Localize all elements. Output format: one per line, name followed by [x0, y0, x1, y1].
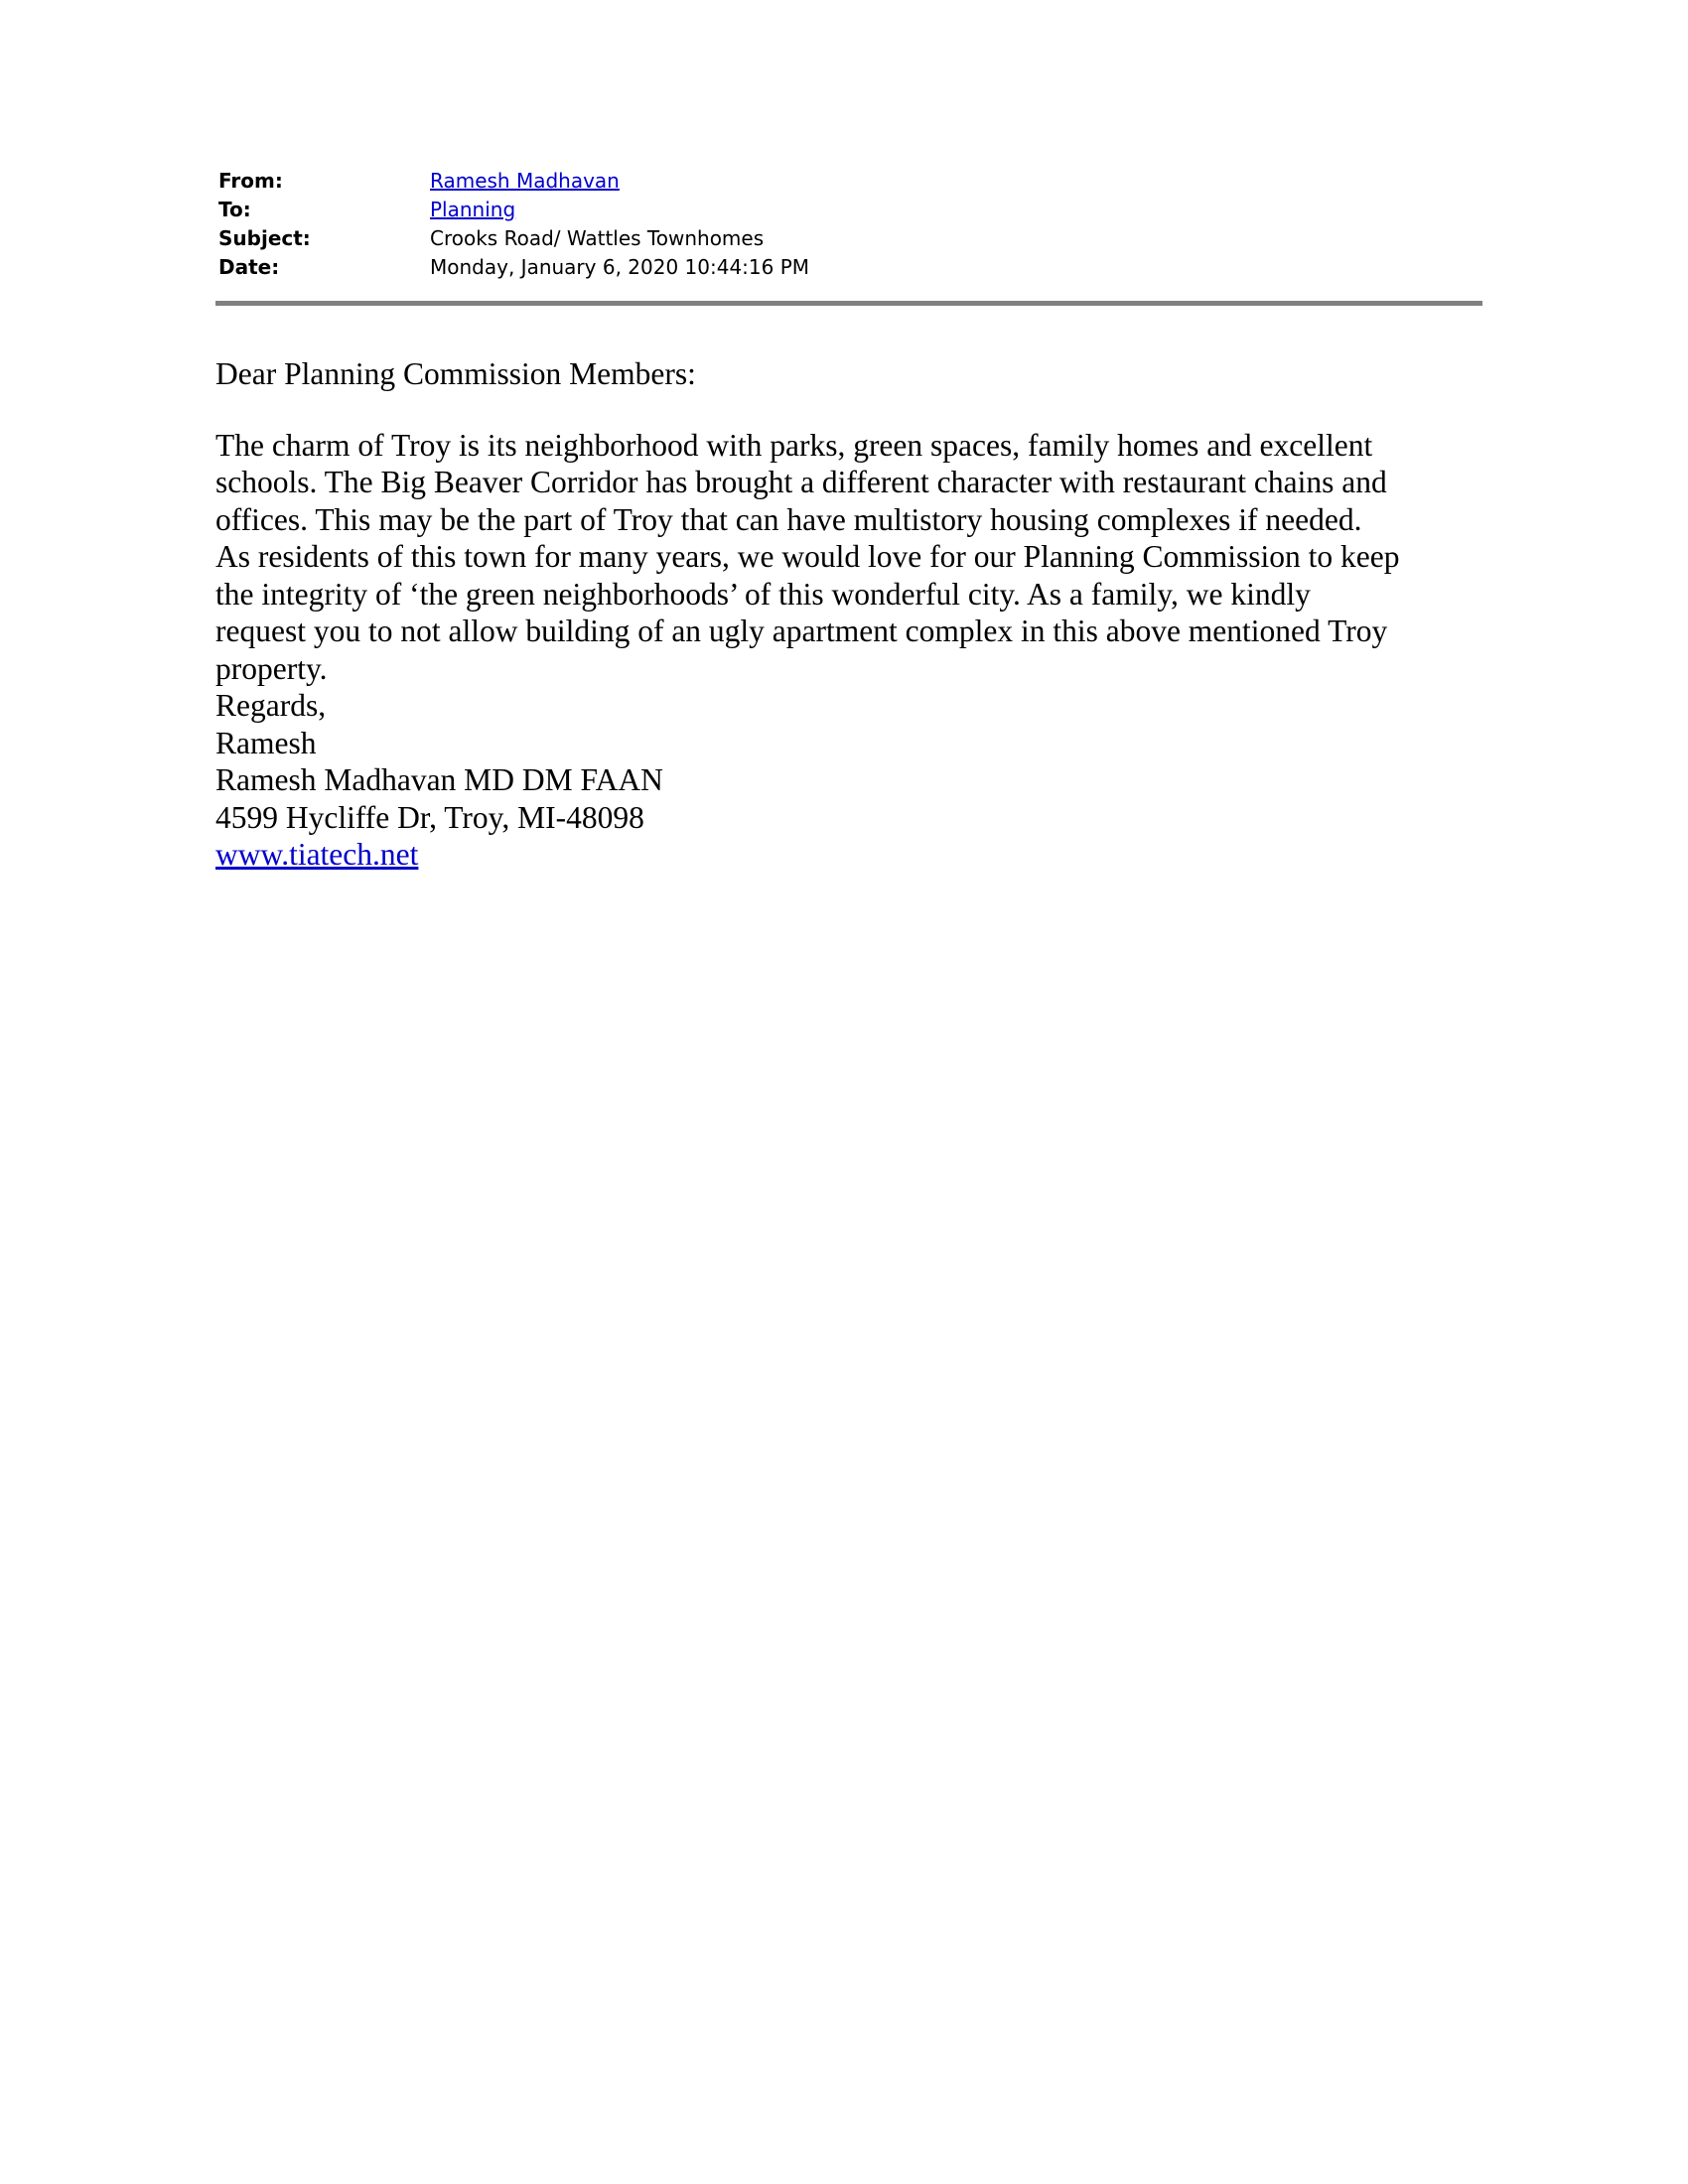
- paragraph-line: The charm of Troy is its neighborhood with parks, green spaces, family homes and excellent: [215, 427, 1373, 463]
- paragraph-line: property.: [215, 650, 328, 686]
- paragraph-line: the integrity of ‘the green neighborhoods’ of this wonderful city. As a family, we kindly: [215, 576, 1311, 612]
- from-value: [430, 167, 1479, 196]
- from-label: From:: [218, 169, 283, 193]
- header-divider: [215, 301, 1482, 306]
- paragraph-line: request you to not allow building of an ugly apartment complex in this above mentioned Troy: [215, 614, 1388, 648]
- subject-label: Subject:: [218, 226, 311, 250]
- date-row: [218, 253, 1479, 282]
- to-row: [218, 196, 1479, 224]
- sender-link[interactable]: Ramesh Madhavan: [430, 169, 620, 193]
- to-value: [430, 196, 1479, 224]
- date-label: Date:: [218, 255, 280, 279]
- paragraph-line: schools. The Big Beaver Corridor has brought a different character with restaurant chains and: [215, 465, 1387, 499]
- from-row: [218, 167, 1479, 196]
- closing: Regards,: [215, 688, 327, 723]
- paragraph-line: offices. This may be the part of Troy that can have multistory housing complexes if needed.: [215, 501, 1362, 537]
- greeting: Dear Planning Commission Members:: [215, 356, 696, 391]
- signoff: Ramesh: [215, 725, 317, 760]
- subject-value: Crooks Road/ Wattles Townhomes: [430, 226, 765, 250]
- signature-website-line: [215, 836, 1496, 874]
- to-label: To:: [218, 198, 251, 221]
- paragraph-line: As residents of this town for many years, we would love for our Planning Commission to keep: [215, 539, 1400, 574]
- signature-address: 4599 Hycliffe Dr, Troy, MI-48098: [215, 799, 644, 835]
- date-value: Monday, January 6, 2020 10:44:16 PM: [430, 255, 810, 279]
- website-link[interactable]: www.tiatech.net: [215, 837, 419, 872]
- email-body: [215, 355, 1496, 874]
- body-paragraph: [215, 427, 1496, 874]
- subject-row: [218, 224, 1479, 253]
- email-header: [218, 167, 1479, 282]
- recipient-link[interactable]: Planning: [430, 198, 516, 221]
- signature-name: Ramesh Madhavan MD DM FAAN: [215, 762, 663, 797]
